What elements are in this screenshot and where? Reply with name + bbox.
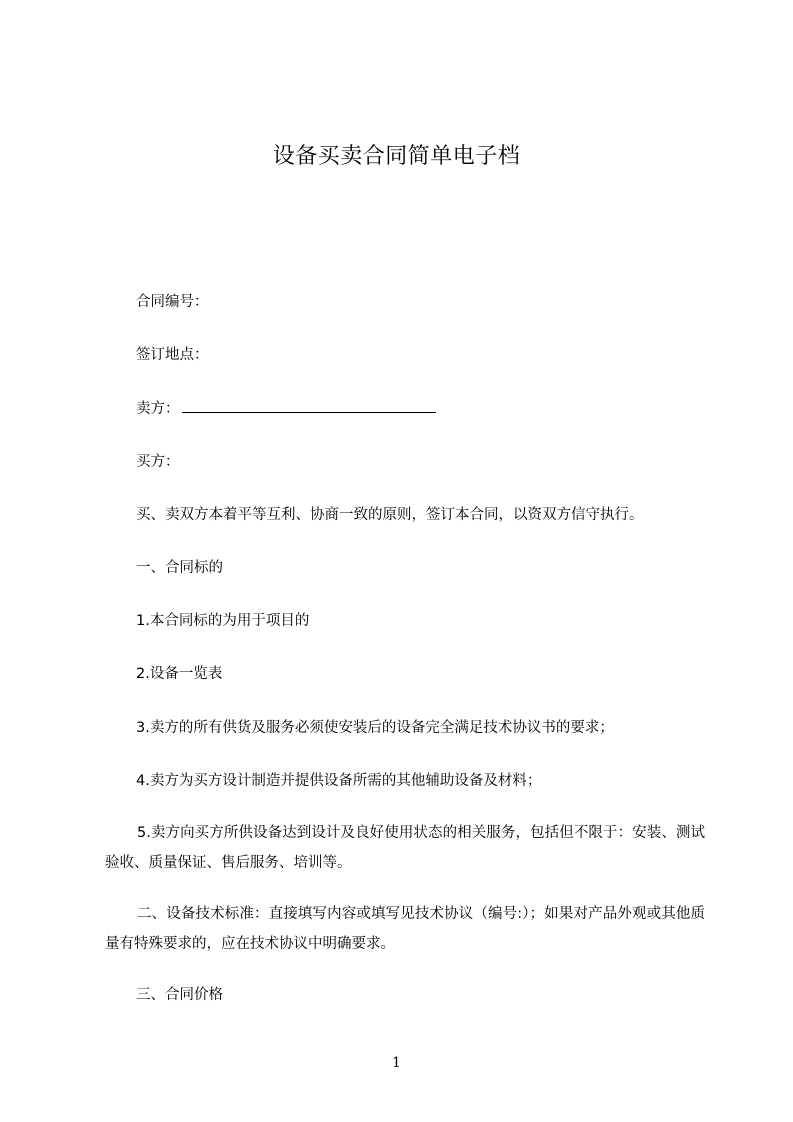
section1-item-3: 3.卖方的所有供货及服务必须使安装后的设备完全满足技术协议书的要求；	[136, 720, 614, 736]
seller-label: 卖方：	[136, 401, 180, 417]
sign-place-label: 签订地点：	[136, 347, 209, 363]
buyer-label: 买方：	[136, 454, 180, 470]
seller-blank-underline	[182, 398, 436, 413]
document-title: 设备买卖合同简单电子档	[272, 144, 521, 169]
section1-item-4: 4.卖方为买方设计制造并提供设备所需的其他辅助设备及材料；	[136, 773, 542, 789]
section1-item-2: 2.设备一览表	[136, 666, 223, 682]
intro-paragraph: 买、卖双方本着平等互利、协商一致的原则，签订本合同，以资双方信守执行。	[136, 507, 644, 523]
section1-item-1: 1.本合同标的为用于项目的	[136, 613, 310, 629]
contract-number-label: 合同编号：	[136, 294, 209, 310]
section3-heading: 三、合同价格	[136, 987, 223, 1003]
page-number: 1	[392, 1055, 401, 1071]
section1-heading: 一、合同标的	[136, 560, 223, 576]
section2-paragraph: 二、设备技术标准：直接填写内容或填写见技术协议（编号:）；如果对产品外观或其他质量有特殊要求的，应在技术协议中明确要求。	[105, 906, 705, 952]
section1-item-5: 5.卖方向买方所供设备达到设计及良好使用状态的相关服务，包括但不限于：安装、测试验收、质量保证、售后服务、培训等。	[105, 825, 705, 871]
seller-line	[136, 398, 436, 419]
